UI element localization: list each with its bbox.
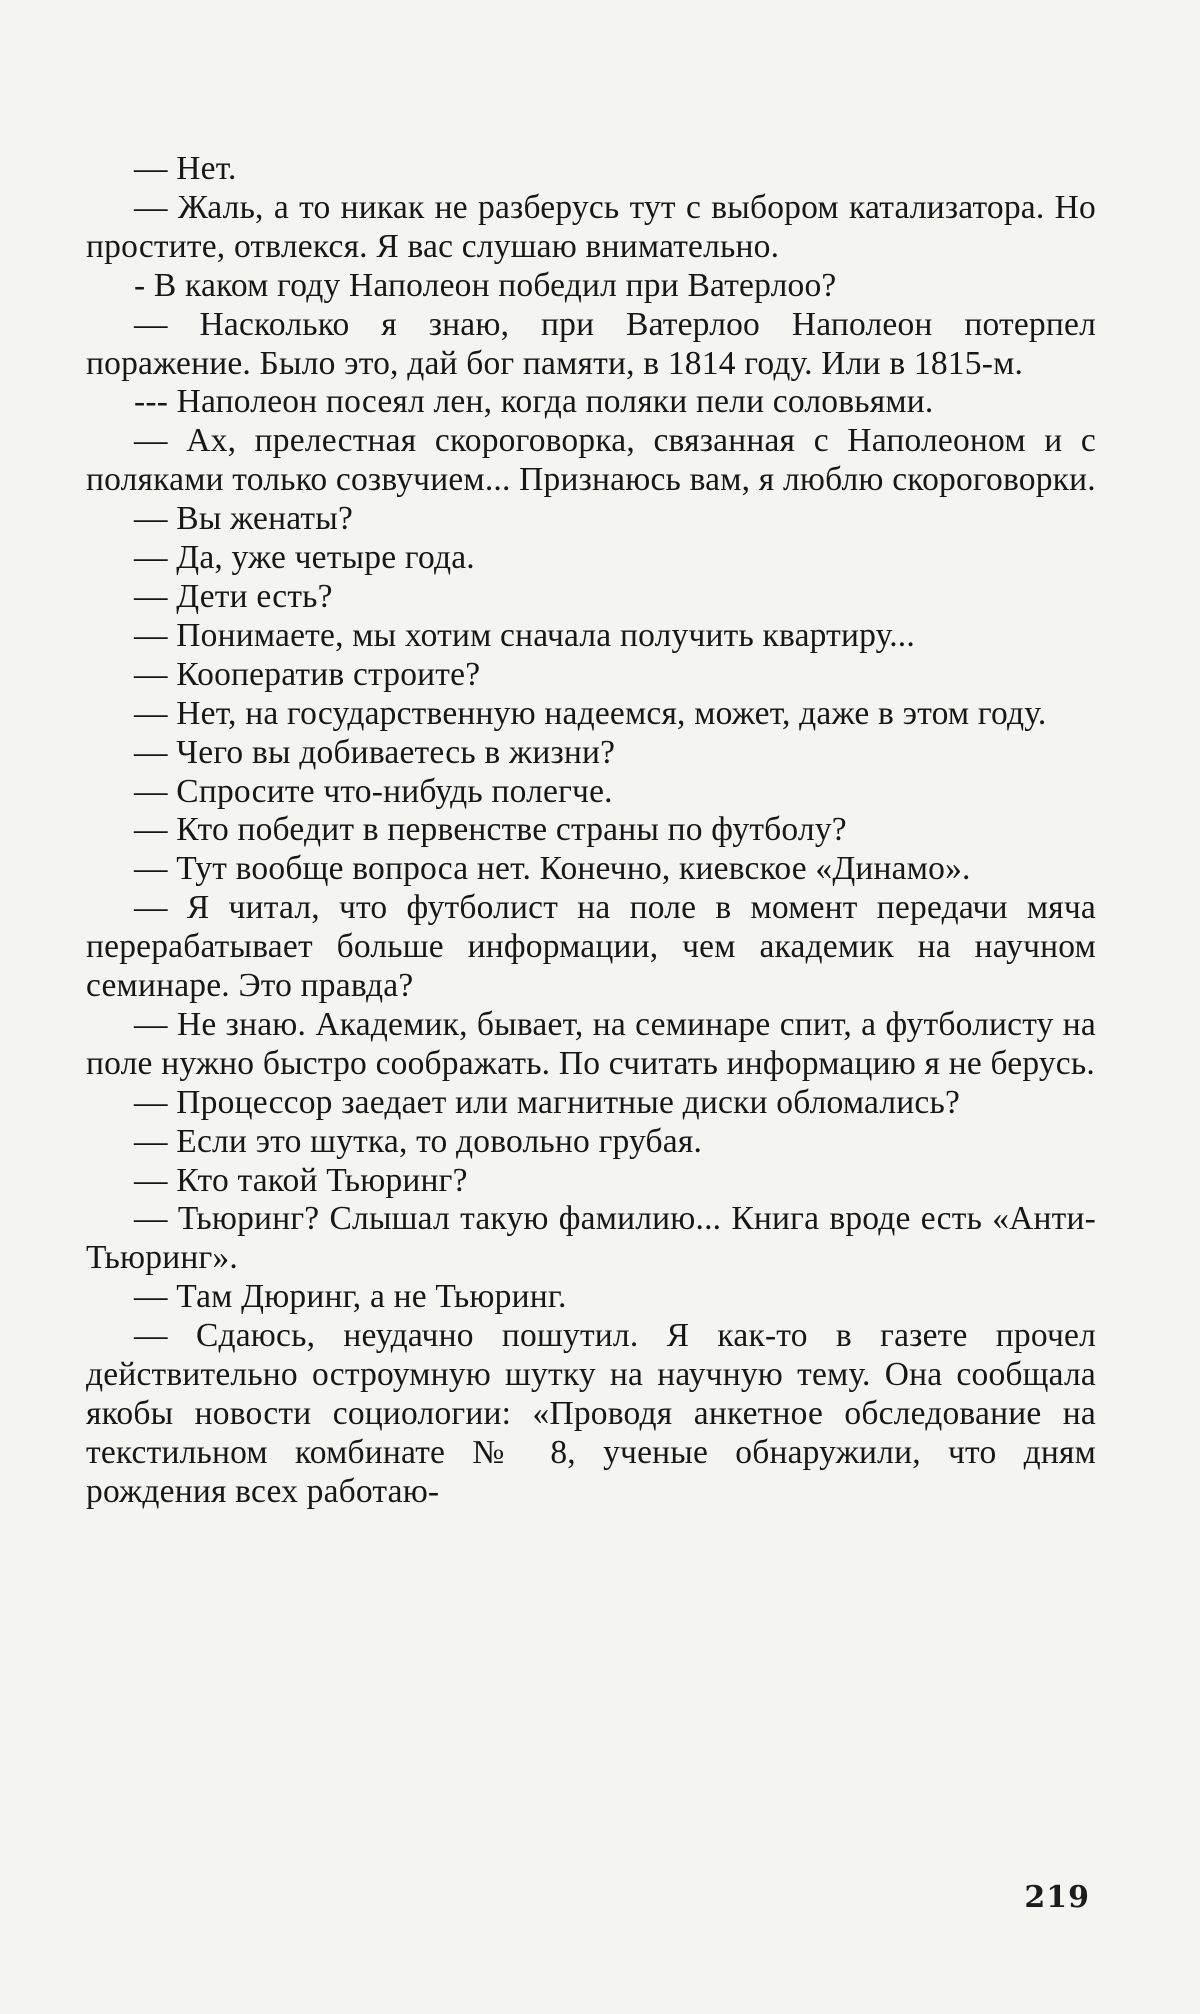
paragraph-4: — Насколько я знаю, при Ватерлоо Наполеон потерпел поражение. Было это, дай бог памяти, в 1814 году. Или в 1815-м. <box>86 305 1096 382</box>
paragraph-14: — Спросите что-нибудь полегче. <box>134 772 613 810</box>
paragraph-15: — Кто победит в первенстве страны по футболу? <box>134 811 847 849</box>
paragraph-6: — Ах, прелестная скороговорка, связанная с Наполеоном и с поляками только созвучием... Признаюсь вам, я люблю скороговорки. <box>86 422 1096 499</box>
paragraph-20: — Если это шутка, то довольно грубая. <box>134 1122 703 1160</box>
paragraph-3: - В каком году Наполеон победил при Ватерлоо? <box>134 266 837 304</box>
paragraph-11: — Кооператив строите? <box>134 655 481 693</box>
page-number: 219 <box>1024 1880 1090 1915</box>
paragraph-17: — Я читал, что футболист на поле в момент передачи мяча перерабатывает больше информации, чем академик на научном семинаре. Это правда? <box>86 889 1096 1005</box>
paragraph-1: — Нет. <box>134 150 237 187</box>
paragraph-22: — Тьюринг? Слышал такую фамилию... Книга вроде есть «Анти-Тьюринг». <box>86 1200 1096 1277</box>
paragraph-19: — Процессор заедает или магнитные диски обломались? <box>134 1083 961 1121</box>
paragraph-12: — Нет, на государственную надеемся, может, даже в этом году. <box>134 694 1047 732</box>
paragraph-24: — Сдаюсь, неудачно пошутил. Я как-то в газете прочел действительно остроумную шутку на научную тему. Она сообщала якобы новости социологии: «Проводя анкетное обследование на текстильном комбинате № 8, ученые обнаружили, что дням рождения всех работаю- <box>86 1317 1096 1510</box>
paragraph-13: — Чего вы добиваетесь в жизни? <box>134 733 616 771</box>
dialogue-text <box>86 150 1096 1512</box>
paragraph-7: — Вы женаты? <box>134 500 354 538</box>
paragraph-23: — Там Дюринг, а не Тьюринг. <box>134 1278 567 1316</box>
paragraph-21: — Кто такой Тьюринг? <box>134 1161 468 1199</box>
paragraph-10: — Понимаете, мы хотим сначала получить квартиру... <box>134 616 915 654</box>
paragraph-5: --- Наполеон посеял лен, когда поляки пели соловьями. <box>134 383 934 421</box>
book-page <box>86 150 1096 1870</box>
paragraph-9: — Дети есть? <box>134 577 333 615</box>
paragraph-16: — Тут вообще вопроса нет. Конечно, киевское «Динамо». <box>134 850 971 888</box>
paragraph-18: — Не знаю. Академик, бывает, на семинаре спит, а футболисту на поле нужно быстро соображать. По считать информацию я не берусь. <box>86 1005 1096 1082</box>
paragraph-2: — Жаль, а то никак не разберусь тут с выбором катализатора. Но простите, отвлекся. Я вас слушаю внимательно. <box>86 188 1096 265</box>
paragraph-8: — Да, уже четыре года. <box>134 539 475 577</box>
